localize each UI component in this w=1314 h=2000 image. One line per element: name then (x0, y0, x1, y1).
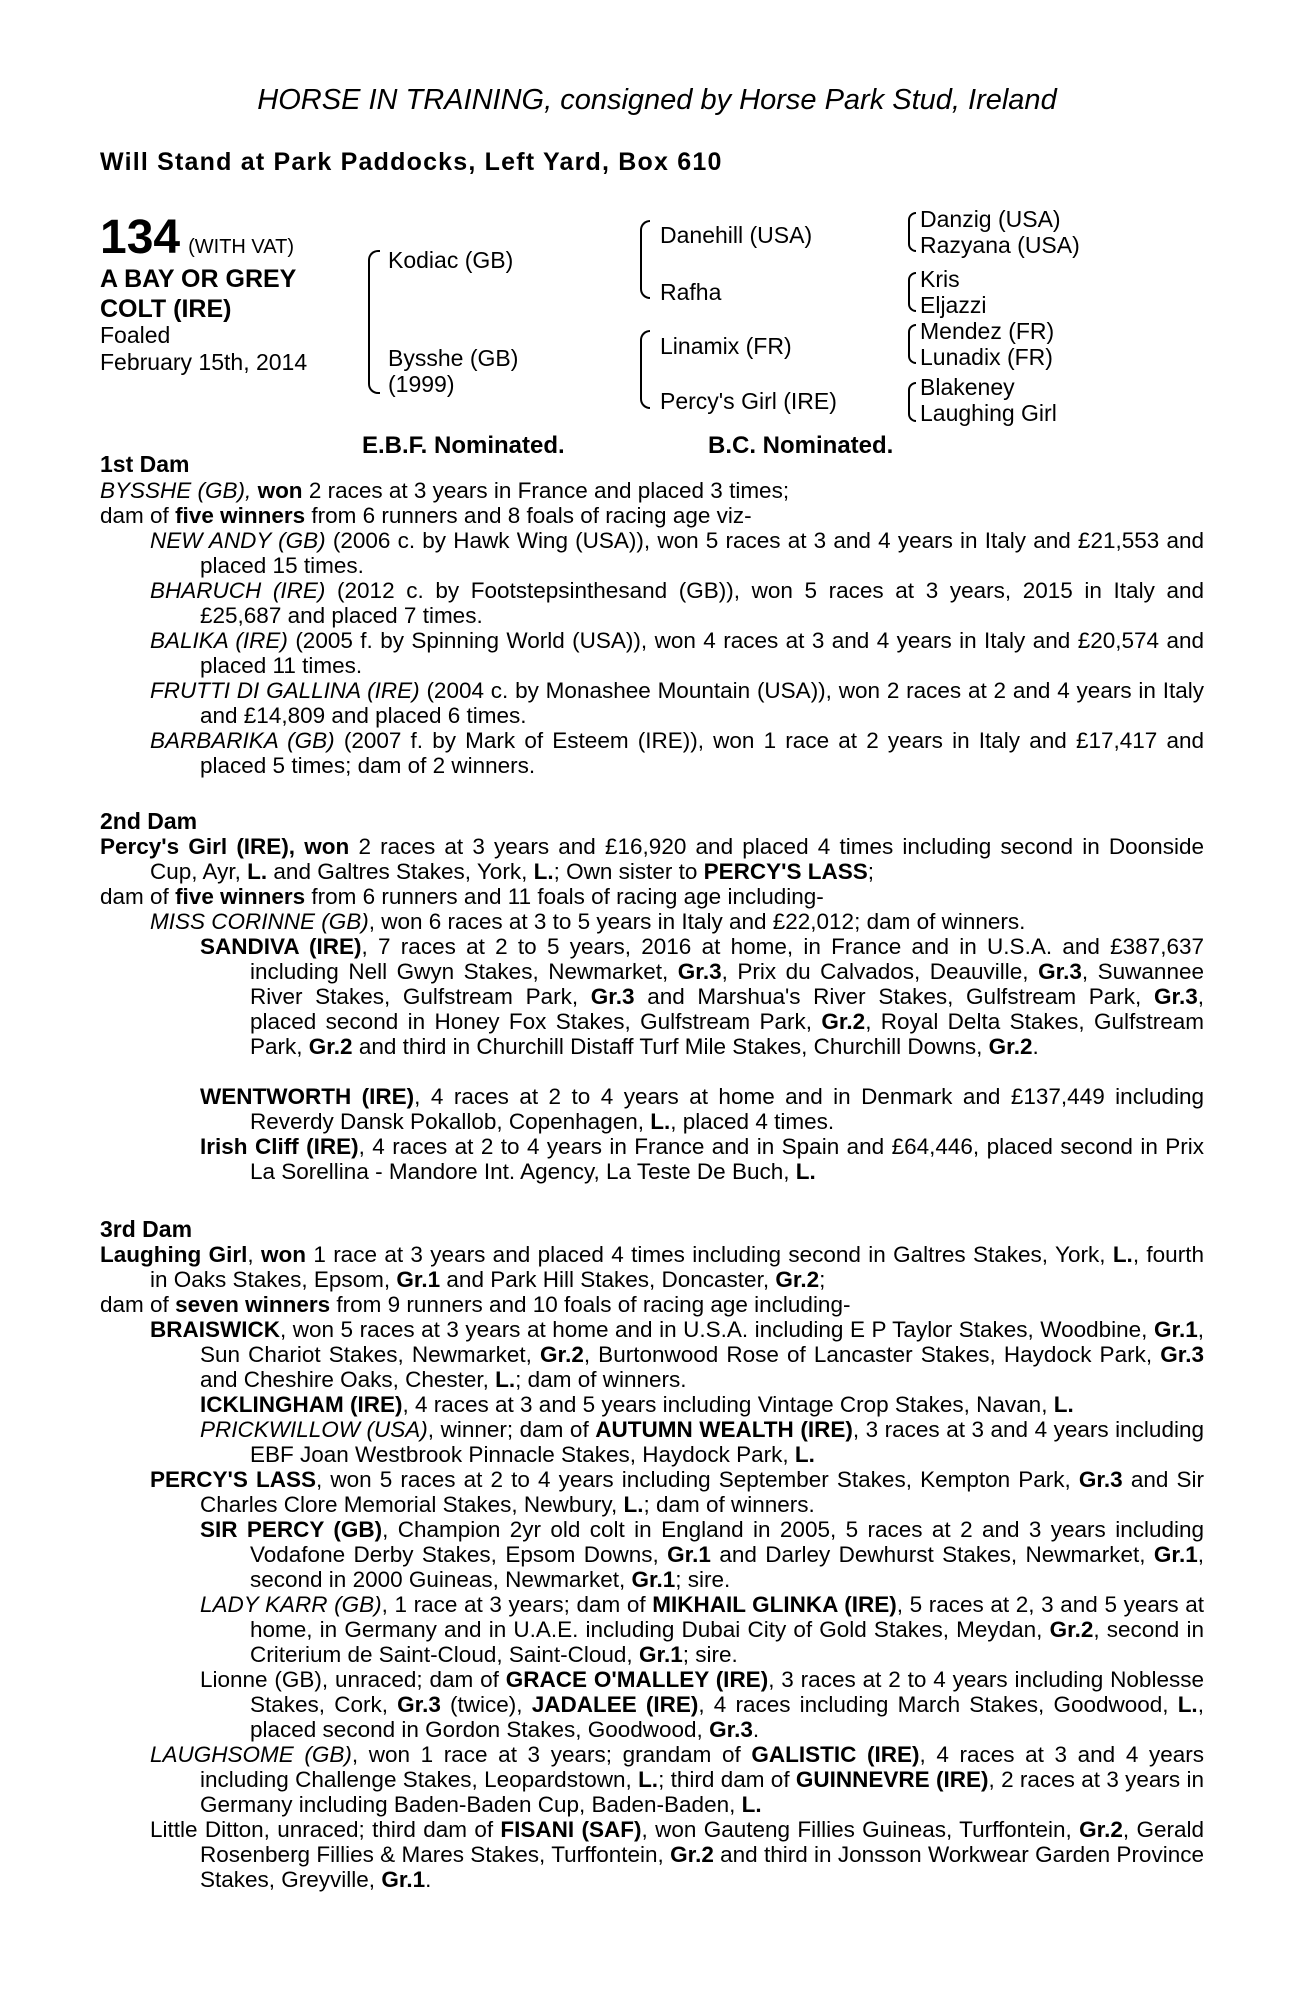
third-dam-produce-summary (100, 1292, 1204, 1317)
page-title: HORSE IN TRAINING, consigned by Horse Park Stud, Ireland (257, 84, 1057, 116)
group-tag: Gr.2 (670, 1842, 714, 1867)
offspring-entry (150, 909, 1204, 934)
first-dam-record (100, 478, 1204, 503)
listed-tag: L. (795, 1159, 816, 1184)
listed-tag: L. (741, 1792, 762, 1817)
lot-number: 134 (100, 211, 181, 264)
brace-gen1 (368, 250, 380, 394)
second-dam-heading: 2nd Dam (100, 808, 198, 834)
record-text: , 4 races including March Stakes, Goodwood, (698, 1692, 1169, 1717)
record-text: and Galtres Stakes, York, (273, 859, 528, 884)
brace-gen2-sire (640, 220, 650, 299)
second-dam-record (100, 834, 1204, 884)
dam-of-label: dam of (100, 503, 169, 528)
won-label: won (304, 834, 350, 859)
offspring-name: SIR PERCY (GB) (200, 1517, 383, 1542)
brace-gen2-dam (640, 330, 650, 409)
offspring-name: SANDIVA (IRE) (200, 934, 362, 959)
offspring-name: WENTWORTH (IRE) (200, 1084, 415, 1109)
foaled-info (100, 322, 307, 376)
group-tag: Gr.3 (590, 984, 635, 1009)
record-text: ; dam of winners. (515, 1367, 687, 1392)
offspring-entry (150, 578, 1204, 628)
offspring-record: (2006 c. by Hawk Wing (USA)), won 5 races at 3 and 4 years in Italy and £21,553 and placed 15 times. (200, 528, 1204, 578)
record-text: , Suwannee River Stakes, Gulfstream Park, (250, 959, 1204, 1009)
winner-name: FISANI (SAF) (500, 1817, 642, 1842)
record-text: , 4 races at 3 and 5 years including Vintage Crop Stakes, Navan, (402, 1392, 1048, 1417)
dam-of-label: dam of (100, 884, 169, 909)
record-text: , 7 races at 2 to 5 years, 2016 at home, in France and in U.S.A. and £387,637 including Nell Gwyn Stakes, Newmarket, (250, 934, 1204, 984)
ebf-nominated: E.B.F. Nominated. (362, 432, 565, 459)
record-text: ; sire. (675, 1567, 731, 1592)
group-tag: Gr.2 (988, 1034, 1033, 1059)
offspring-name: LADY KARR (GB) (200, 1592, 382, 1617)
offspring-name: FRUTTI DI GALLINA (IRE) (150, 678, 420, 703)
record-text: , Burtonwood Rose of Lancaster Stakes, Haydock Park, (583, 1342, 1153, 1367)
ped-sire-sire: Danehill (USA) (660, 222, 813, 248)
ped-sds: Kris (920, 266, 960, 292)
record-text: , won Gauteng Fillies Guineas, Turffontein, (641, 1817, 1072, 1842)
record-text: , fourth in Oaks Stakes, Epsom, (150, 1242, 1204, 1292)
group-tag: Gr.1 (631, 1567, 676, 1592)
winner-name: JADALEE (IRE) (531, 1692, 699, 1717)
record-text: , won 5 races at 2 to 4 years including September Stakes, Kempton Park, (316, 1467, 1071, 1492)
record-text: ; third dam of (658, 1767, 790, 1792)
bc-nominated: B.C. Nominated. (708, 432, 894, 459)
listed-tag: L. (533, 859, 554, 884)
winner-name: AUTUMN WEALTH (IRE) (595, 1417, 853, 1442)
offspring-name: PRICKWILLOW (USA) (200, 1417, 428, 1442)
offspring-entry (150, 1742, 1204, 1817)
ped-dam-year: (1999) (388, 371, 455, 397)
offspring-name: BHARUCH (IRE) (150, 578, 326, 603)
listed-tag: L. (623, 1492, 644, 1517)
dam-of-label: dam of (100, 1292, 169, 1317)
record-text: , Prix du Calvados, Deauville, (721, 959, 1029, 984)
punctuation: . (425, 1867, 432, 1892)
punctuation: , (247, 1242, 254, 1267)
winner-name: GRACE O'MALLEY (IRE) (505, 1667, 769, 1692)
offspring-name: LAUGHSOME (GB) (150, 1742, 352, 1767)
record-text: , Royal Delta Stakes, Gulfstream Park, (250, 1009, 1204, 1059)
grand-offspring-entry (200, 1667, 1204, 1742)
offspring-name: Irish Cliff (IRE) (200, 1134, 359, 1159)
record-text: , second in Criterium de Saint-Cloud, Saint-Cloud, (250, 1617, 1204, 1667)
offspring-entry (150, 628, 1204, 678)
group-tag: Gr.1 (396, 1267, 441, 1292)
offspring-entry (150, 1317, 1204, 1392)
punctuation: ; (819, 1267, 826, 1292)
group-tag: Gr.3 (1153, 984, 1198, 1009)
record-text: ; sire. (682, 1642, 738, 1667)
record-text: and Sir Charles Clore Memorial Stakes, Newbury, (200, 1467, 1204, 1517)
record-text: Lionne (GB), unraced; dam of (200, 1667, 499, 1692)
record-text: , Gerald Rosenberg Fillies & Mares Stakes, Turffontein, (200, 1817, 1204, 1867)
record-text: , 3 races at 3 and 4 years including EBF Joan Westbrook Pinnacle Stakes, Haydock Park, (250, 1417, 1204, 1467)
record-text: , 4 races at 3 and 4 years including Challenge Stakes, Leopardstown, (200, 1742, 1204, 1792)
grand-offspring-entry (200, 1592, 1204, 1667)
winner-name: GUINNEVRE (IRE) (795, 1767, 989, 1792)
ped-sire-dam: Rafha (660, 279, 722, 305)
group-tag: Gr.3 (397, 1692, 441, 1717)
winners-count: five winners (175, 884, 306, 909)
listed-tag: L. (1112, 1242, 1133, 1267)
offspring-entry (150, 528, 1204, 578)
group-tag: Gr.3 (1038, 959, 1082, 984)
offspring-entry (150, 728, 1204, 778)
desc-line-1: A BAY OR GREY (100, 265, 297, 293)
record-text: , 2 races at 3 years in Germany including Baden-Baden Cup, Baden-Baden, (200, 1767, 1204, 1817)
listed-tag: L. (495, 1367, 516, 1392)
record-text: and Park Hill Stakes, Doncaster, (446, 1267, 770, 1292)
offspring-entry (150, 1467, 1204, 1517)
record-text: , placed second in Honey Fox Stakes, Gulfstream Park, (250, 984, 1204, 1034)
group-tag: Gr.1 (1153, 1317, 1198, 1342)
group-tag: Gr.3 (1078, 1467, 1123, 1492)
group-tag: Gr.3 (677, 959, 722, 984)
record-text: and Darley Dewhurst Stakes, Newmarket, (719, 1542, 1146, 1567)
offspring-record: , won 6 races at 3 to 5 years in Italy and £22,012; dam of winners. (368, 909, 1026, 934)
ped-ddd: Laughing Girl (920, 400, 1057, 426)
second-dam-produce-summary (100, 884, 1204, 909)
record-text: and Cheshire Oaks, Chester, (200, 1367, 489, 1392)
grand-offspring-entry (200, 1084, 1204, 1134)
ped-dam-dam: Percy's Girl (IRE) (660, 388, 837, 414)
brace-gen3-4 (908, 382, 916, 422)
dam-name: Laughing Girl (100, 1242, 248, 1267)
offspring-entry (150, 678, 1204, 728)
record-text: 1 race at 3 years and placed 4 times including second in Galtres Stakes, York, (313, 1242, 1106, 1267)
offspring-name: ICKLINGHAM (IRE) (200, 1392, 403, 1417)
stand-location: Will Stand at Park Paddocks, Left Yard, Box 610 (100, 148, 723, 176)
brace-gen3-2 (908, 272, 916, 312)
record-text: , winner; dam of (427, 1417, 589, 1442)
record-text: and third in Churchill Distaff Turf Mile Stakes, Churchill Downs, (358, 1034, 983, 1059)
ped-sss: Danzig (USA) (920, 206, 1061, 232)
offspring-name: BARBARIKA (GB) (150, 728, 335, 753)
grand-offspring-entry (200, 1134, 1205, 1184)
group-tag: Gr.3 (1160, 1342, 1204, 1367)
ped-sdd: Eljazzi (920, 292, 987, 318)
dam-name: Percy's Girl (IRE), (100, 834, 296, 859)
record-text: 2 races at 3 years and £16,920 and placed 4 times including second in Doonside Cup, Ayr, (150, 834, 1204, 884)
first-dam-produce-summary (100, 503, 1204, 528)
winners-count: seven winners (175, 1292, 331, 1317)
sister-name: PERCY'S LASS (703, 859, 868, 884)
listed-tag: L. (1177, 1692, 1198, 1717)
listed-tag: L. (650, 1109, 671, 1134)
group-tag: Gr.1 (667, 1542, 711, 1567)
record-text: (twice), (450, 1692, 523, 1717)
won-label: won (260, 1242, 306, 1267)
group-tag: Gr.2 (775, 1267, 820, 1292)
winners-count: five winners (175, 503, 306, 528)
record-text: , 4 races at 2 to 4 years at home and in Denmark and £137,449 including Reverdy Dansk Pokallob, Copenhagen, (250, 1084, 1204, 1134)
ped-dsd: Lunadix (FR) (920, 344, 1053, 370)
group-tag: Gr.3 (709, 1717, 753, 1742)
brace-gen3-3 (908, 324, 916, 364)
record-text: , 5 races at 2, 3 and 5 years at home, in Germany and in U.A.E. including Dubai City of Gold Stakes, Meydan, (250, 1592, 1204, 1642)
winner-name: GALISTIC (IRE) (751, 1742, 920, 1767)
punctuation: . (752, 1717, 760, 1742)
grand-offspring-entry (200, 1392, 1204, 1417)
record-text: , won 5 races at 3 years at home and in U.S.A. including E P Taylor Stakes, Woodbine, (280, 1317, 1148, 1342)
record-text: and Marshua's River Stakes, Gulfstream Park, (647, 984, 1142, 1009)
foaled-date: February 15th, 2014 (100, 349, 308, 375)
won-label: won (257, 478, 303, 503)
offspring-name: PERCY'S LASS (150, 1467, 317, 1492)
vat-note: (WITH VAT) (188, 236, 294, 258)
third-dam-heading: 3rd Dam (100, 1216, 193, 1242)
record-text: ; Own sister to (553, 859, 698, 884)
grand-offspring-entry (200, 1517, 1205, 1592)
punctuation: ; (867, 859, 875, 884)
record-text: , 1 race at 3 years; dam of (381, 1592, 646, 1617)
group-tag: Gr.1 (1153, 1542, 1198, 1567)
offspring-name: NEW ANDY (GB) (150, 528, 326, 553)
offspring-name: BALIKA (IRE) (150, 628, 288, 653)
offspring-entry (150, 1817, 1204, 1892)
record-text: and third in Jonsson Workwear Garden Province Stakes, Greyville, (200, 1842, 1204, 1892)
ped-dam: Bysshe (GB) (388, 345, 519, 371)
record-text: Little Ditton, unraced; third dam of (150, 1817, 494, 1842)
listed-tag: L. (794, 1442, 815, 1467)
listed-tag: L. (247, 859, 268, 884)
first-dam-heading: 1st Dam (100, 451, 190, 477)
group-tag: Gr.1 (638, 1642, 683, 1667)
group-tag: Gr.2 (1079, 1817, 1123, 1842)
runners-summary: from 9 runners and 10 foals of racing age including- (336, 1292, 851, 1317)
record-text: , placed second in Gordon Stakes, Goodwood, (250, 1692, 1204, 1742)
offspring-name: MISS CORINNE (GB) (150, 909, 369, 934)
offspring-name: BRAISWICK (150, 1317, 280, 1342)
record-text: , 4 races at 2 to 4 years in France and in Spain and £64,446, placed second in Prix La Sorellina - Mandore Int. Agency, La Teste De Buch, (250, 1134, 1205, 1184)
runners-summary: from 6 runners and 11 foals of racing age including- (311, 884, 824, 909)
record-text: , 3 races at 2 to 4 years including Noblesse Stakes, Cork, (250, 1667, 1204, 1717)
offspring-record: (2007 f. by Mark of Esteem (IRE)), won 1 race at 2 years in Italy and £17,417 and placed 5 times; dam of 2 winners. (200, 728, 1204, 778)
dam-name: BYSSHE (GB), (100, 478, 252, 503)
desc-line-2: COLT (IRE) (100, 295, 232, 323)
offspring-record: (2004 c. by Monashee Mountain (USA)), won 2 races at 2 and 4 years in Italy and £14,809 and placed 6 times. (200, 678, 1204, 728)
record-text: , Sun Chariot Stakes, Newmarket, (200, 1317, 1204, 1367)
record-text: , Champion 2yr old colt in England in 2005, 5 races at 2 and 3 years including Vodafone Derby Stakes, Epsom Downs, (250, 1517, 1205, 1567)
ped-sire: Kodiac (GB) (388, 247, 514, 273)
third-dam-record (100, 1242, 1204, 1292)
offspring-record: (2012 c. by Footstepsinthesand (GB)), won 5 races at 3 years, 2015 in Italy and £25,687 and placed 7 times. (200, 578, 1204, 628)
dam-record-text: 2 races at 3 years in France and placed 3 times; (308, 478, 790, 503)
listed-tag: L. (638, 1767, 659, 1792)
group-tag: Gr.2 (540, 1342, 584, 1367)
punctuation: . (1032, 1034, 1039, 1059)
ped-dam-sire: Linamix (FR) (660, 333, 792, 359)
group-tag: Gr.2 (1049, 1617, 1094, 1642)
group-tag: Gr.2 (308, 1034, 353, 1059)
brace-gen3-1 (908, 212, 916, 252)
ped-ssd: Razyana (USA) (920, 232, 1080, 258)
offspring-record: (2005 f. by Spinning World (USA)), won 4 races at 3 and 4 years in Italy and £20,574 and placed 11 times. (200, 628, 1204, 678)
runners-summary: from 6 runners and 8 foals of racing age viz- (311, 503, 752, 528)
ped-dds: Blakeney (920, 374, 1015, 400)
winner-name: MIKHAIL GLINKA (IRE) (652, 1592, 897, 1617)
record-text: , won 1 race at 3 years; grandam of (351, 1742, 741, 1767)
record-text: ; dam of winners. (643, 1492, 815, 1517)
grand-offspring-entry (200, 1417, 1204, 1467)
ped-dss: Mendez (FR) (920, 318, 1055, 344)
lot-description (100, 264, 296, 324)
grand-offspring-entry (200, 934, 1204, 1059)
group-tag: Gr.2 (821, 1009, 866, 1034)
lot-number-block (100, 210, 294, 265)
listed-tag: L. (1053, 1392, 1074, 1417)
group-tag: Gr.1 (381, 1867, 426, 1892)
record-text: , second in 2000 Guineas, Newmarket, (250, 1542, 1204, 1592)
foaled-label: Foaled (100, 322, 171, 348)
record-text: , placed 4 times. (670, 1109, 835, 1134)
